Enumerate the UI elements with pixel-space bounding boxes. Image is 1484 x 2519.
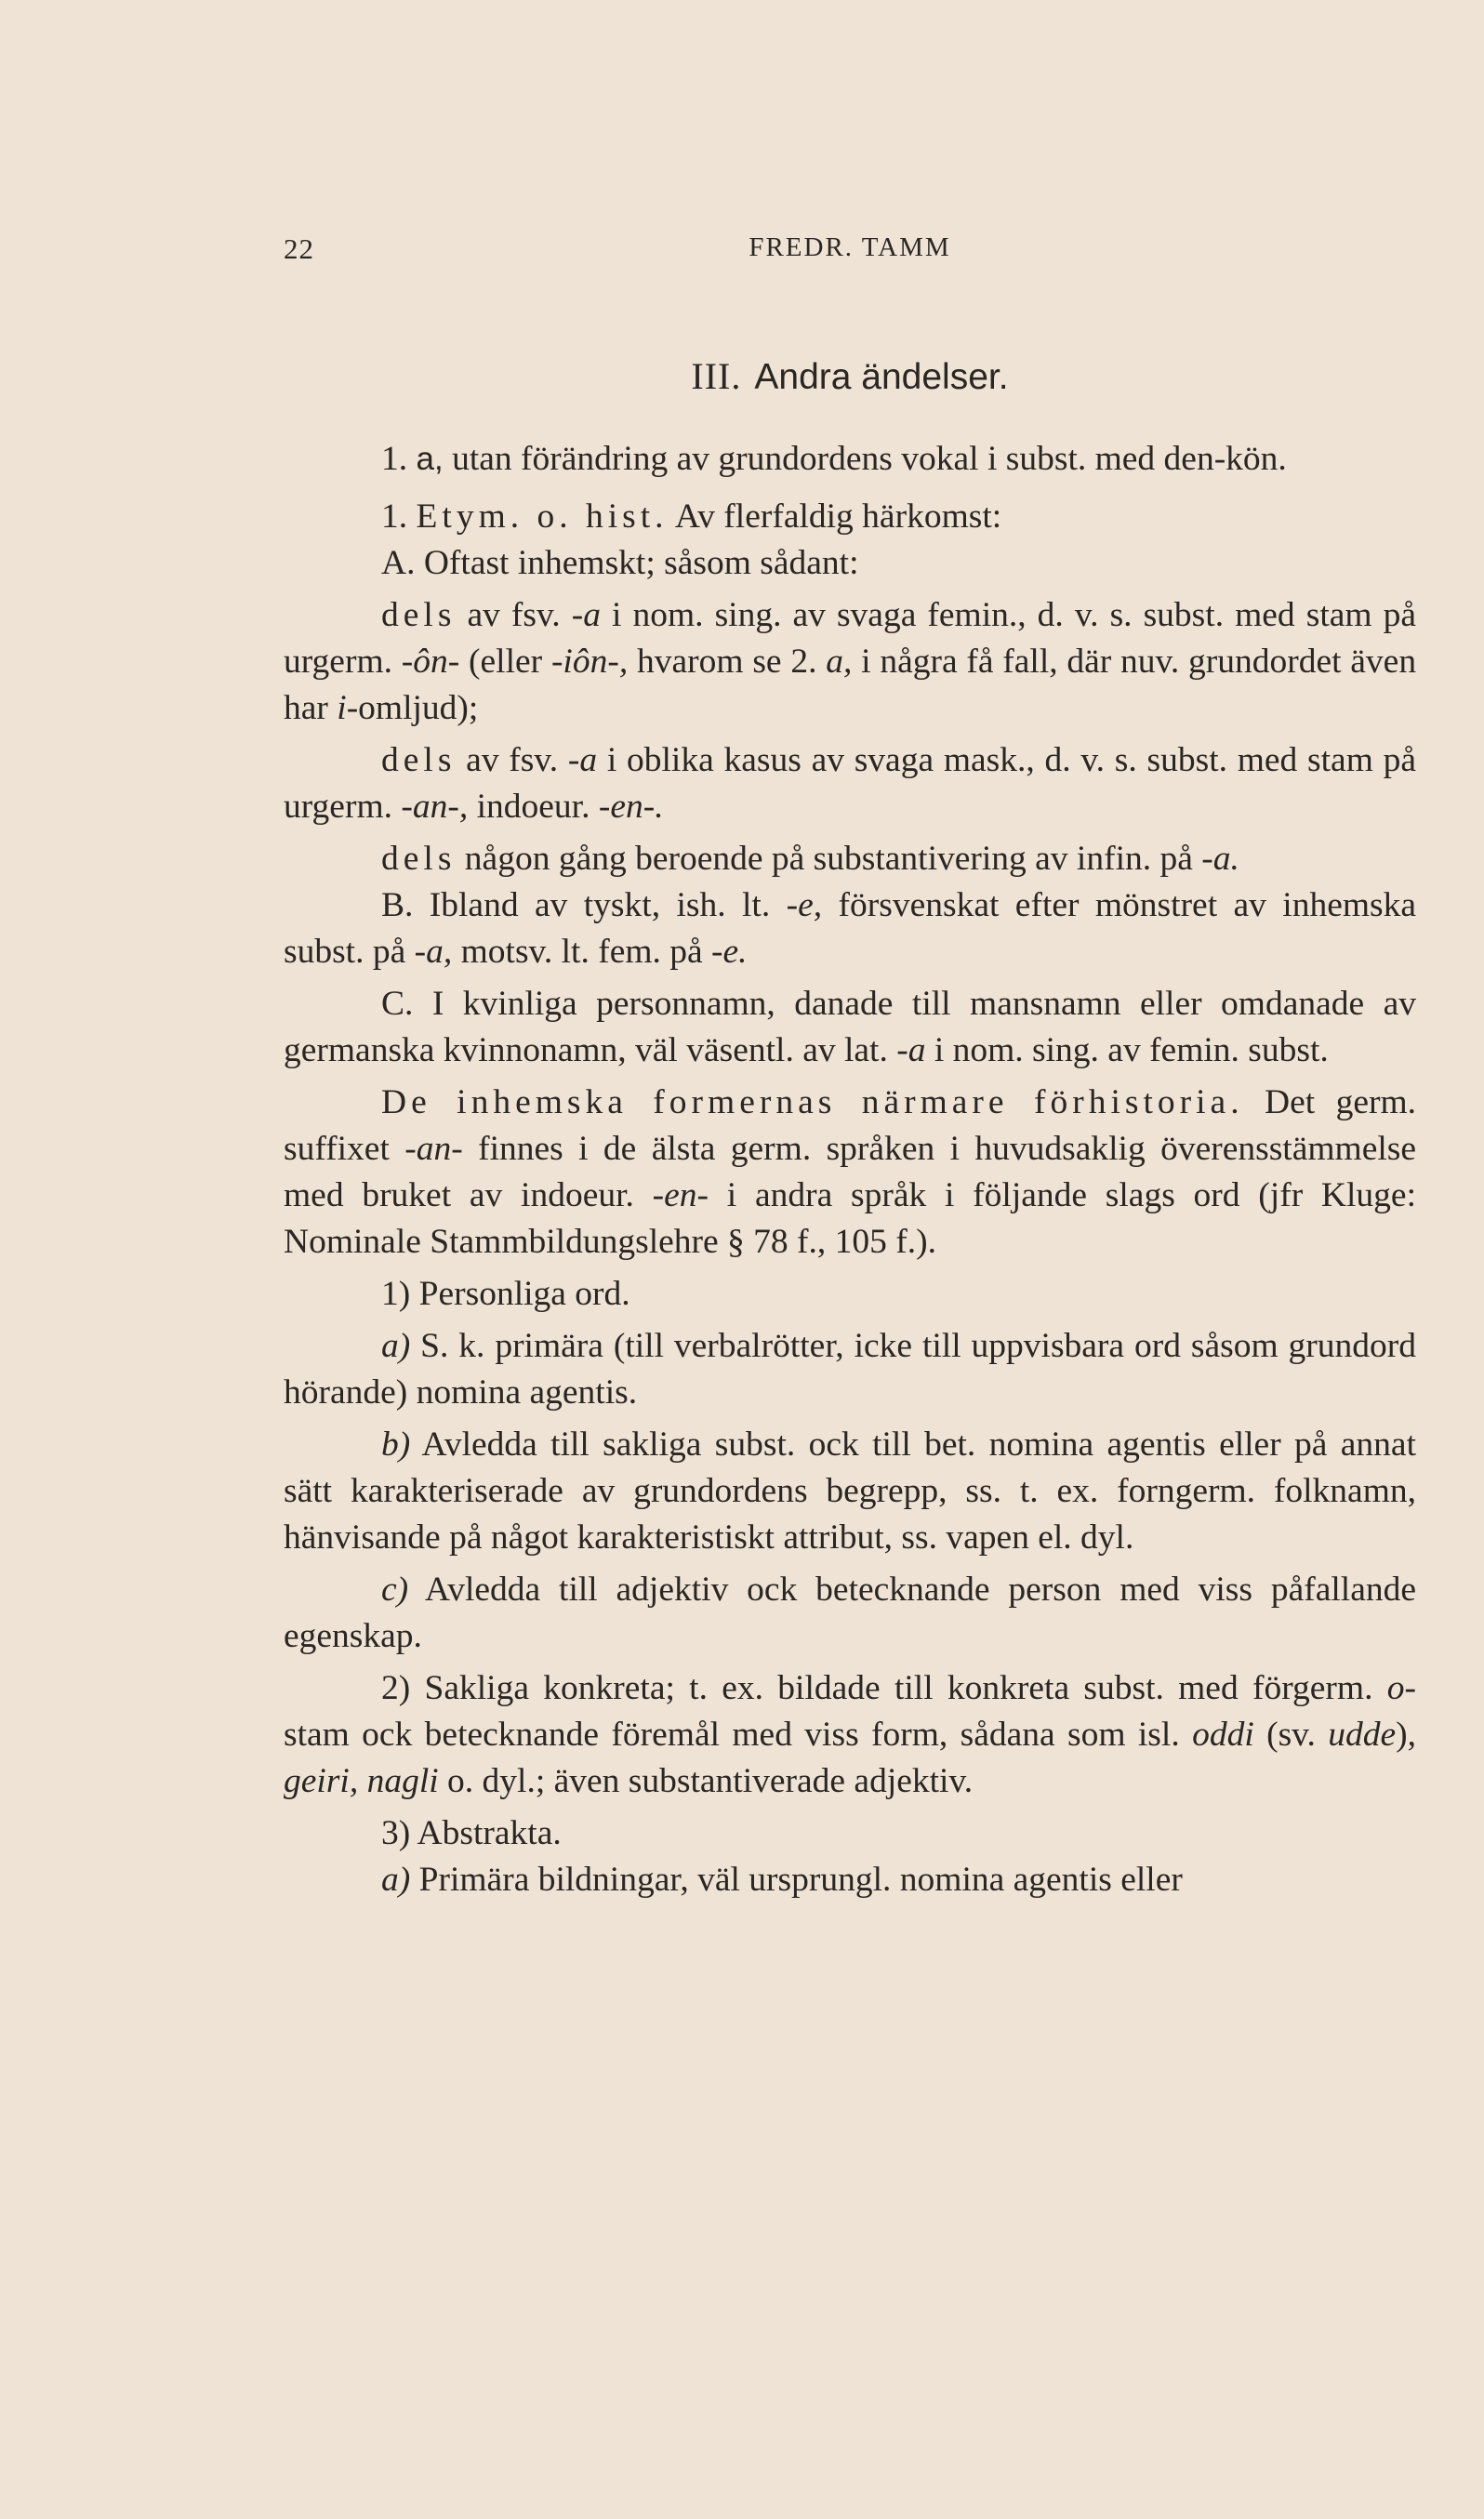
text-run: i andra språk i följande slags ord (jfr Kluge: Nominale Stammbildungslehre § 78 f., 105 f.). bbox=[284, 1176, 1417, 1261]
text-run: i nom. sing. av femin. subst. bbox=[934, 1031, 1329, 1069]
text-run: a) bbox=[381, 1327, 411, 1365]
text-run: dels bbox=[381, 596, 457, 634]
body-text bbox=[284, 353, 1416, 1903]
text-run: -a. bbox=[1201, 840, 1239, 878]
text-run: b) bbox=[381, 1425, 411, 1464]
text-run: Av flerfaldig härkomst: bbox=[674, 497, 1002, 536]
running-head: FREDR. TAMM bbox=[749, 232, 951, 262]
section-number: III. bbox=[691, 355, 742, 397]
paragraph bbox=[284, 1323, 1416, 1416]
paragraph bbox=[284, 1857, 1416, 1903]
paragraph bbox=[284, 1665, 1416, 1805]
text-run: försvenskat efter mönstret av inhemska subst. på bbox=[284, 886, 1417, 971]
text-run: hvarom se 2. bbox=[637, 643, 817, 681]
paragraph bbox=[284, 981, 1416, 1074]
section-heading: Andra ändelser. bbox=[754, 357, 1009, 397]
text-run: indoeur. bbox=[476, 788, 590, 826]
text-run: i nom. sing. av svaga femin., d. v. s. subst. med stam på urgerm. bbox=[284, 596, 1416, 681]
text-run: a, bbox=[826, 643, 853, 681]
text-run: -an-, bbox=[401, 788, 469, 826]
text-run: C. I kvinliga personnamn, danade till mansnamn eller omdanade av germanska kvinnonamn, väl väsentl. av lat. bbox=[284, 985, 1416, 1069]
text-run: a) bbox=[381, 1861, 411, 1899]
text-run: av fsv. bbox=[467, 596, 561, 634]
text-run: i bbox=[337, 689, 347, 727]
text-run: ), bbox=[1396, 1716, 1417, 1754]
text-run: c) bbox=[381, 1571, 409, 1609]
text-run: -a bbox=[571, 596, 601, 634]
text-run: Det germ. suffixet bbox=[284, 1083, 1417, 1168]
text-run: De inhemska formernas närmare förhistoria. bbox=[381, 1083, 1244, 1121]
paragraph bbox=[284, 836, 1416, 882]
text-run: -ôn- bbox=[401, 643, 460, 681]
text-run: -e, bbox=[786, 886, 823, 924]
page-header bbox=[284, 232, 1416, 273]
text-run: A. Oftast inhemskt; såsom sådant: bbox=[381, 544, 859, 582]
text-run: B. Ibland av tyskt, ish. lt. bbox=[381, 886, 771, 924]
text-run: Primära bildningar, väl ursprungl. nomina agentis eller bbox=[418, 1861, 1183, 1899]
text-run: 1) Personliga ord. bbox=[381, 1275, 630, 1313]
text-run: 1. bbox=[381, 440, 408, 478]
paragraph bbox=[284, 1080, 1416, 1266]
text-run: dels bbox=[381, 741, 457, 779]
page-number: 22 bbox=[284, 232, 314, 265]
paragraph bbox=[284, 1271, 1416, 1318]
text-run: o. dyl.; även substantiverade adjektiv. bbox=[447, 1762, 974, 1800]
paragraph bbox=[284, 882, 1416, 975]
section-title bbox=[284, 353, 1416, 401]
text-run: utan förändring av grundordens vokal i subst. med den-kön. bbox=[452, 440, 1287, 478]
paragraph bbox=[284, 592, 1416, 732]
text-run: (eller bbox=[469, 643, 543, 681]
paragraph bbox=[284, 1422, 1416, 1561]
text-run: finnes i de älsta germ. språken i huvudsaklig överensstämmelse med bruket av indoeur. bbox=[284, 1130, 1416, 1214]
text-run: någon gång beroende på substantivering av infin. på bbox=[464, 840, 1193, 878]
text-run: -a, bbox=[414, 933, 453, 971]
text-run: motsv. lt. fem. på bbox=[460, 933, 703, 971]
text-run: geiri, nagli bbox=[284, 1762, 439, 1800]
text-run: a, bbox=[416, 441, 444, 477]
paragraph bbox=[284, 1810, 1416, 1857]
paragraph bbox=[284, 494, 1416, 540]
text-run: -iôn-, bbox=[550, 643, 629, 681]
text-run: -a bbox=[567, 741, 598, 779]
text-run: oddi bbox=[1192, 1716, 1254, 1754]
text-run: 2) Sakliga konkreta; t. ex. bildade till konkreta subst. med förgerm. bbox=[381, 1669, 1373, 1707]
text-run: 1. bbox=[381, 497, 408, 536]
text-run: (sv. bbox=[1266, 1716, 1316, 1754]
text-run: -e. bbox=[711, 933, 748, 971]
text-run: -an- bbox=[404, 1130, 463, 1168]
text-run: -a bbox=[896, 1031, 926, 1069]
text-run: av fsv. bbox=[466, 741, 559, 779]
paragraph bbox=[284, 540, 1416, 587]
text-run: -stam ock betecknande föremål med viss form, sådana som isl. bbox=[284, 1669, 1416, 1754]
text-run: Avledda till sakliga subst. ock till bet. nomina agentis eller på annat sätt karakteriserade av grundordens begrepp, ss. t. ex. forngerm. folknamn, hänvisande på något karakteristiskt attribut, ss. vapen el. dyl. bbox=[284, 1425, 1416, 1557]
paragraph bbox=[284, 436, 1416, 483]
text-run: Avledda till adjektiv ock betecknande person med viss påfallande egenskap. bbox=[284, 1571, 1416, 1655]
paragraph bbox=[284, 737, 1416, 830]
text-run: -en-. bbox=[598, 788, 664, 826]
text-run: o bbox=[1386, 1669, 1405, 1707]
text-run: Etym. o. hist. bbox=[416, 497, 669, 536]
text-run: -en- bbox=[652, 1176, 709, 1214]
text-run: -omljud); bbox=[346, 689, 479, 727]
text-run: i oblika kasus av svaga mask., d. v. s. subst. med stam på urgerm. bbox=[284, 741, 1417, 826]
paragraph bbox=[284, 1567, 1416, 1660]
text-run: S. k. primära (till verbalrötter, icke till uppvisbara ord såsom grundord hörande) nomina agentis. bbox=[284, 1327, 1416, 1412]
text-run: dels bbox=[381, 840, 457, 878]
text-run: i några få fall, där nuv. grundordet även har bbox=[284, 643, 1417, 727]
text-run: udde bbox=[1328, 1716, 1397, 1754]
text-run: 3) Abstrakta. bbox=[381, 1814, 562, 1852]
